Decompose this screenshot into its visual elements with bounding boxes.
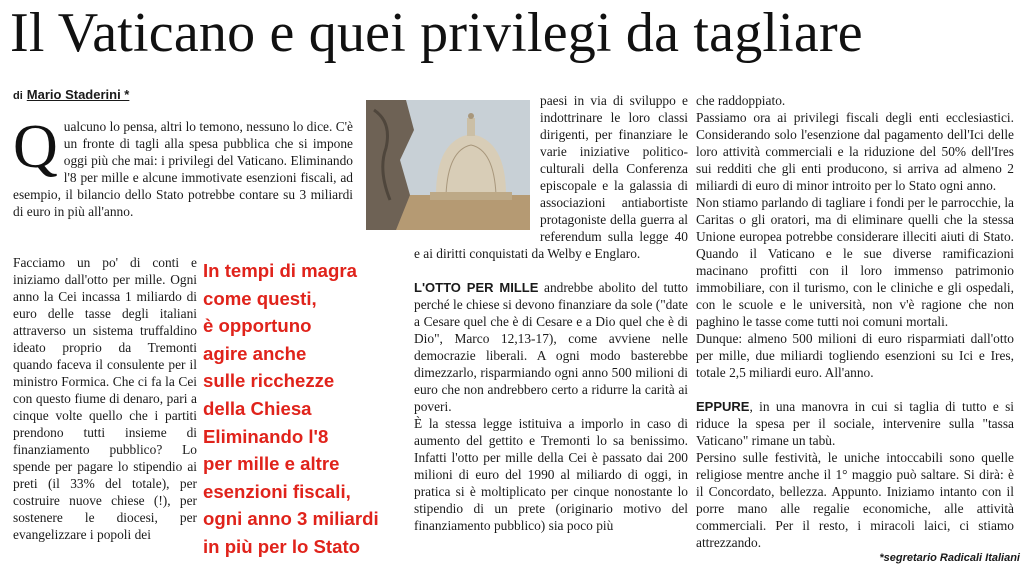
pull-quote-line: agire anche	[203, 342, 307, 364]
col3-lead-eppure: EPPURE	[696, 399, 750, 414]
col3-paragraph-5: , in una manovra in cui si taglia di tutto e si riduce la spesa per il sociale, intervenire sulla "tassa Vaticano" rimane un tabù.	[696, 399, 1014, 448]
pull-quote-line: sulle ricchezze	[203, 370, 335, 392]
col3-paragraph-4: Dunque: almeno 500 milioni di euro risparmiati dall'otto per mille, due miliardi togliendo esenzioni su Ici e Ires, totale 2,5 miliardi euro. All'anno.	[696, 331, 1014, 380]
pull-quote-line: come questi,	[203, 287, 317, 309]
dropcap: Q	[13, 118, 58, 181]
pull-quote-line: ogni anno 3 miliardi	[203, 508, 379, 530]
column-1-bottom	[13, 254, 197, 566]
pull-quote-line: per mille e altre	[203, 453, 340, 475]
byline-prefix: di	[13, 90, 23, 102]
col2-paragraph-3: È la stessa legge istituiva a imporlo in caso di aumento del gettito e Tremonti lo sa benissimo. Infatti l'otto per mille della Cei è passato dai 200 milioni di euro del 1990 al miliardo di oggi, in pratica si è moltiplicato per cinque nonostante lo stipendio di un prete (originario motivo del finanziamento pubblico) sia poco più	[414, 416, 688, 533]
pull-quote-line: esenzioni fiscali,	[203, 480, 351, 502]
pull-quote-line: in più per lo Stato	[203, 535, 361, 557]
col2-paragraph-1: paesi in via di sviluppo e indottrinare le loro classi dirigenti, per finanziare le varie iniziative politico-culturali della Conferenza episcopale e la galassia di associazioni antiabortiste protagoniste della guerra al referendum sulla legge 40 e ai diritti conquistati da Welby e Englaro.	[414, 93, 688, 261]
pull-quote-line: In tempi di magra	[203, 260, 357, 281]
col3-paragraph-3: Non stiamo parlando di tagliare i fondi per le parrocchie, la Caritas o gli oratori, ma di eliminare quelli che la stessa Unione europea potrebbe considerare illeciti aiuti di Stato. Quando il Vaticano e le sue diverse ramificazioni macinano profitti con il loro immenso patrimonio immobiliare, con il turismo, con le cliniche e gli ospedali, con le scuole e le università, non v'è ragione che non paghino le tasse come tutti noi comuni mortali.	[696, 195, 1014, 329]
pull-quote-line: Eliminando l'8	[203, 425, 329, 447]
pull-quote-line: è opportuno	[203, 315, 312, 337]
byline-author: Mario Staderini *	[26, 87, 130, 102]
byline	[13, 87, 313, 104]
col1-paragraph-2: Facciamo un po' di conti e iniziamo dall'otto per mille. Ogni anno la Cei incassa 1 miliardo di euro delle tasse degli italiani attraverso un sistema truffaldino ideato proprio da Tremonti quando faceva il consulente per il ministro Formica. Che ci fa la Cei con questo fiume di denaro, pari a cinque volte quello che i partiti prendono tutti insieme di finanziamento pubblico? Lo spende per pagare lo stipendio ai preti (il 33% del totale), per costruire nuove chiese (!), per sostenere le diocesi, per evangelizzare i popoli dei	[13, 255, 197, 542]
column-1-top	[13, 118, 353, 254]
column-2	[414, 92, 688, 566]
headline: Il Vaticano e quei privilegi da tagliare	[10, 2, 863, 64]
col3-paragraph-2: Passiamo ora ai privilegi fiscali degli enti ecclesiastici. Considerando solo l'esenzione dal pagamento dell'Ici delle loro attività commerciali e la riduzione del 50% dell'Ires sui redditi che gli enti producono, si arriva ad almeno 2 miliardi di euro di minor introito per lo Stato ogni anno.	[696, 110, 1014, 193]
col2-lead-otto-per-mille: L'OTTO PER MILLE	[414, 280, 539, 295]
footnote: *segretario Radicali Italiani	[879, 552, 1020, 564]
col1-paragraph-1: ualcuno lo pensa, altri lo temono, nessuno lo dice. C'è un fronte di tagli alla spesa pubblica che si impone oggi più che mai: i privilegi del Vaticano. Eliminando l'8 per mille e alcune immotivate esenzioni fiscali, ad esempio, il bilancio dello Stato potrebbe contare su 3 miliardi di euro in più all'anno.	[13, 119, 353, 219]
col2-paragraph-2: andrebbe abolito del tutto perché le chiese si devono finanziare da sole ("date a Cesare quel che è di Cesare e a Dio quel che è di Dio", Marco 12,13-17), come avviene nelle democrazie liberali. A ogni modo basterebbe dimezzarlo, risparmiando ogni anno 500 milioni di euro che non andrebbero certo a ridurre la carità ai poveri.	[414, 280, 688, 414]
pull-quote	[203, 257, 403, 561]
col3-paragraph-6: Persino sulle festività, le uniche intoccabili sono quelle religiose mentre anche il 1° maggio può saltare. Si dirà: è il Concordato, bellezza. Appunto. Iniziamo intanto con il porre mano alle regalie economiche, alle attività commerciali. Per il resto, i miracoli laici, ci stiamo attrezzando.	[696, 450, 1014, 550]
col3-paragraph-1: che raddoppiato.	[696, 93, 786, 108]
column-3	[696, 92, 1014, 550]
pull-quote-line: della Chiesa	[203, 397, 312, 419]
